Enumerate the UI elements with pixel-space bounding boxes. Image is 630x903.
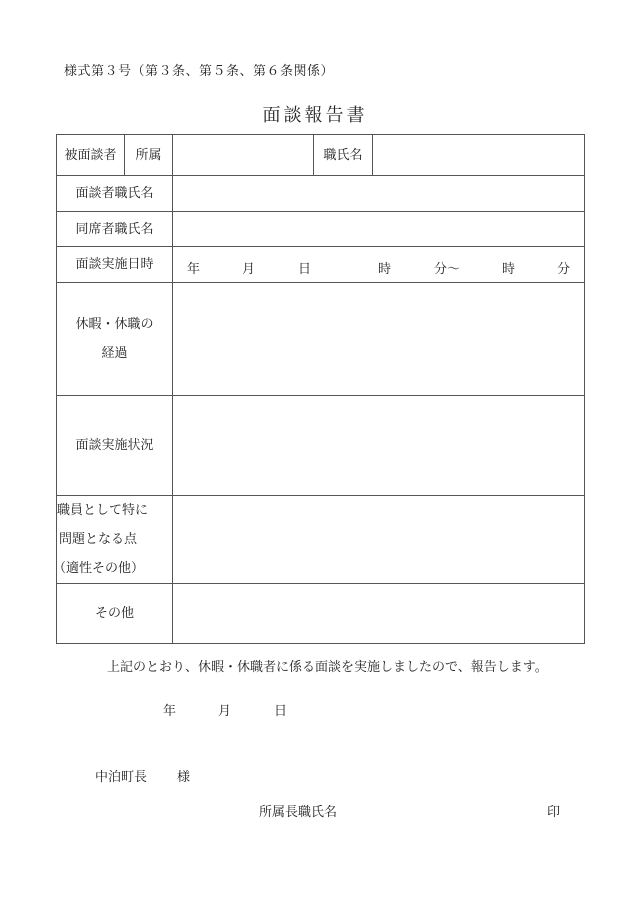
report-table [53, 134, 585, 644]
datetime-minute-start: 分〜 [434, 261, 461, 277]
datetime-hour-start: 時 [378, 261, 392, 277]
report-statement: 上記のとおり、休暇・休職者に係る面談を実施しましたので、報告します。 [107, 660, 548, 675]
datetime-label: 面談実施日時 [57, 247, 173, 283]
issues-field[interactable] [173, 496, 585, 584]
interviewer-label: 面談者職氏名 [57, 176, 173, 212]
report-date-year: 年 [163, 704, 177, 719]
datetime-year: 年 [187, 261, 201, 277]
addressee: 中泊町長 [95, 770, 148, 785]
leave-history-label: 休暇・休職の 経過 [57, 283, 173, 396]
attendee-field[interactable] [173, 212, 585, 247]
other-label: その他 [57, 584, 173, 644]
status-label: 面談実施状況 [57, 396, 173, 496]
datetime-field[interactable] [173, 247, 585, 283]
report-date-day: 日 [274, 704, 288, 719]
attendee-label: 同席者職氏名 [57, 212, 173, 247]
datetime-hour-end: 時 [502, 261, 516, 277]
affiliation-label: 所属 [125, 135, 173, 176]
position-name-label: 職氏名 [314, 135, 373, 176]
attendee-row [57, 212, 585, 247]
interviewer-row [57, 176, 585, 212]
leave-history-row [57, 283, 585, 396]
report-date-month: 月 [218, 704, 232, 719]
datetime-month: 月 [242, 261, 256, 277]
interviewee-label: 被面談者 [57, 135, 125, 176]
affiliation-field[interactable] [173, 135, 314, 176]
status-row [57, 396, 585, 496]
position-name-field[interactable] [373, 135, 585, 176]
leave-history-field[interactable] [173, 283, 585, 396]
reporter-label: 所属長職氏名 [259, 805, 338, 820]
datetime-row [57, 247, 585, 283]
interviewee-row [57, 135, 585, 176]
other-field[interactable] [173, 584, 585, 644]
datetime-day: 日 [298, 261, 312, 277]
issues-row [57, 496, 585, 584]
status-field[interactable] [173, 396, 585, 496]
form-number: 様式第３号（第３条、第５条、第６条関係） [64, 64, 335, 79]
document-title: 面談報告書 [262, 105, 368, 126]
datetime-minute-end: 分 [557, 261, 571, 277]
interviewer-field[interactable] [173, 176, 585, 212]
honorific: 様 [177, 770, 191, 785]
issues-label: 職員として特に 問題となる点 （適性その他） [57, 496, 173, 584]
other-row [57, 584, 585, 644]
seal-mark: 印 [547, 805, 561, 820]
